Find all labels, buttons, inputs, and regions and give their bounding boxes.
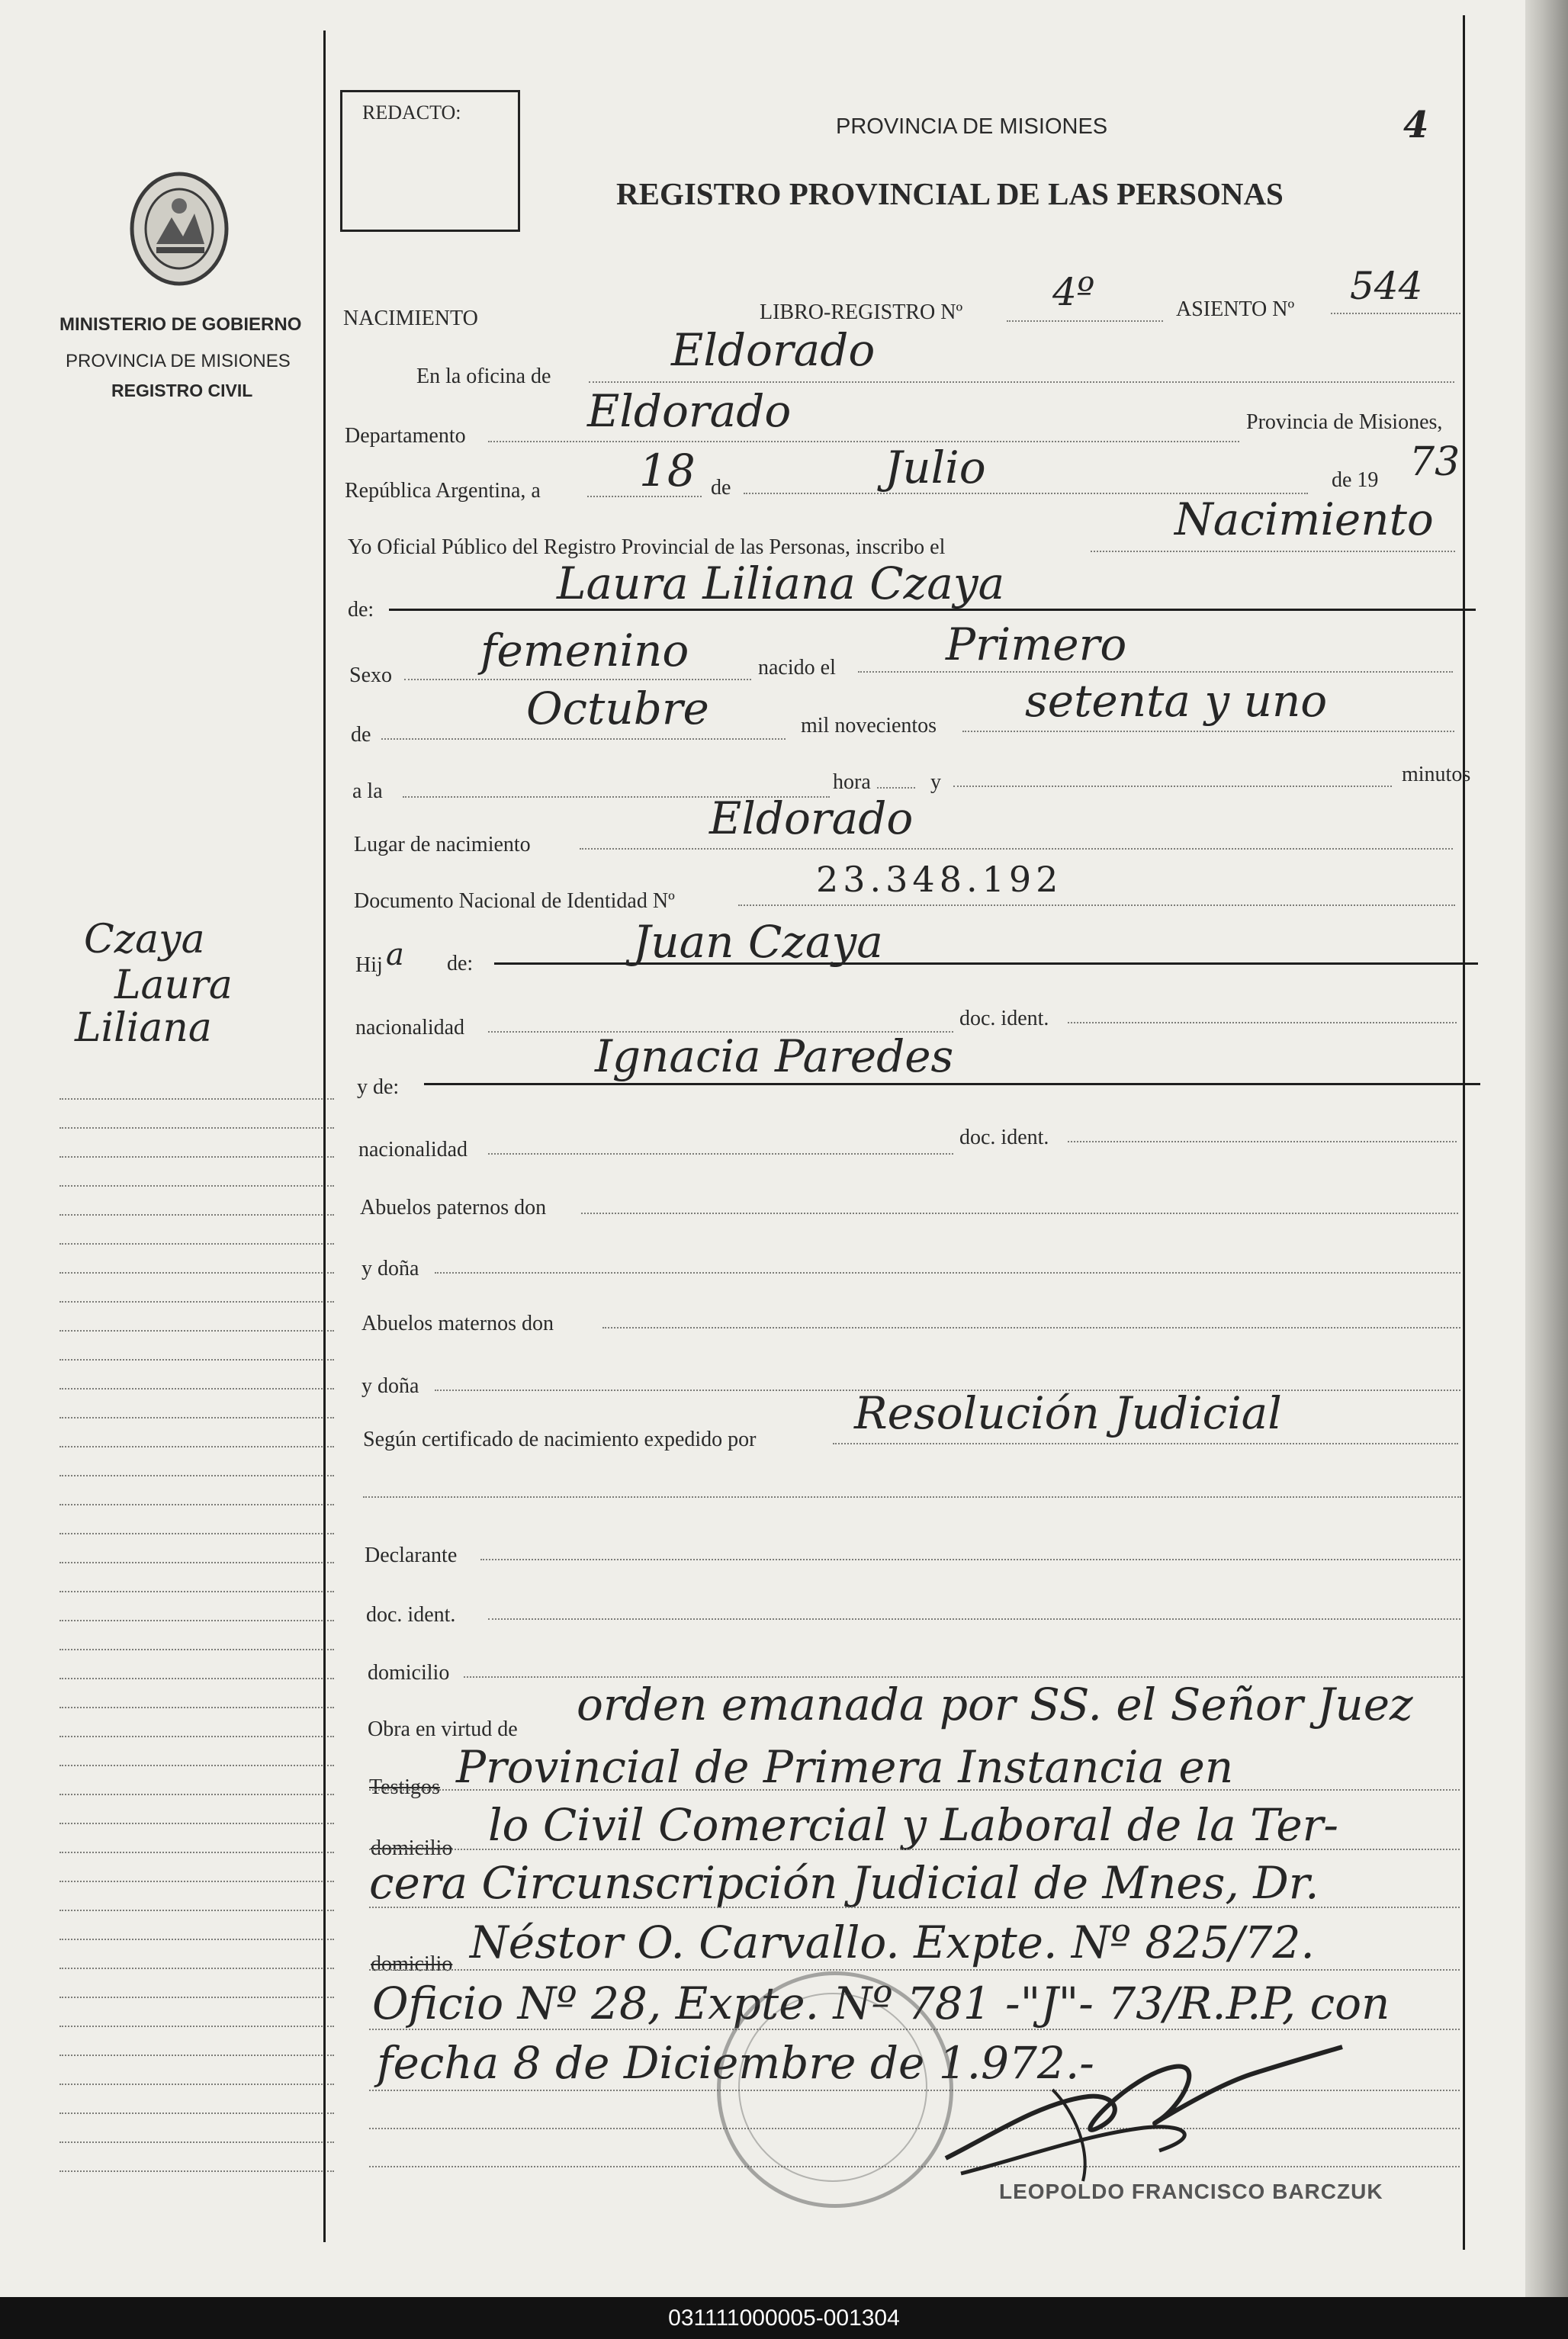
note-line-5: Néstor O. Carvallo. Expte. Nº 825/72.	[470, 1917, 1315, 1968]
left-margin-rule	[59, 1156, 334, 1158]
left-margin-rule	[59, 2141, 334, 2143]
left-margin-rule	[59, 2026, 334, 2027]
left-margin-rule	[59, 1330, 334, 1332]
ministry-province: PROVINCIA DE MISIONES	[66, 351, 291, 371]
certificado-value: Resolución Judicial	[854, 1387, 1282, 1439]
record-type-label: NACIMIENTO	[343, 307, 478, 330]
note-line-4: cera Circunscripción Judicial de Mnes, Dr.	[369, 1857, 1319, 1909]
left-margin-rule	[59, 1388, 334, 1390]
left-margin-rule	[59, 1417, 334, 1419]
left-margin-rule	[59, 1707, 334, 1708]
ministry-title: MINISTERIO DE GOBIERNO	[59, 314, 302, 335]
mother-value: Ignacia Paredes	[595, 1030, 954, 1082]
dni-label: Documento Nacional de Identidad Nº	[354, 889, 675, 913]
note-rule	[369, 1907, 1460, 1908]
left-margin-rule	[59, 1446, 334, 1447]
left-margin-rule	[59, 1214, 334, 1216]
note-line-2: Provincial de Primera Instancia en	[456, 1741, 1234, 1793]
birth-month-value: Octubre	[526, 683, 709, 734]
left-margin-rule	[59, 1301, 334, 1303]
left-margin-rule	[59, 1939, 334, 1940]
nacionalidad-2-label: nacionalidad	[358, 1138, 468, 1161]
birth-year-value: setenta y uno	[1025, 675, 1328, 727]
left-margin-rule	[59, 2084, 334, 2085]
de-name-label: de:	[348, 598, 374, 622]
left-margin-rule	[59, 1098, 334, 1100]
testigos-label: Testigos	[369, 1775, 440, 1799]
y-dona-materna-label: y doña	[361, 1374, 419, 1398]
dni-value: 23.348.192	[816, 859, 1063, 900]
note-rule	[369, 1849, 1460, 1850]
hij-de-label: de:	[447, 952, 474, 975]
left-margin-rule	[59, 1533, 334, 1534]
declarante-label: Declarante	[365, 1544, 458, 1567]
de-label: de	[711, 476, 731, 500]
father-value: Juan Czaya	[633, 916, 883, 968]
left-margin-rule	[59, 2055, 334, 2056]
domicilio-strike-1: domicilio	[371, 1836, 453, 1860]
provincial-crest-icon	[122, 168, 236, 290]
left-margin-rule	[59, 1185, 334, 1187]
margin-note-surname: Czaya	[84, 917, 205, 962]
sexo-label: Sexo	[349, 663, 392, 687]
note-rule	[369, 1789, 1460, 1791]
redacto-box	[340, 90, 520, 232]
archive-code-bar	[0, 2297, 1568, 2339]
mil-novecientos-label: mil novecientos	[801, 714, 937, 737]
obra-label: Obra en virtud de	[368, 1717, 518, 1741]
oficina-value: Eldorado	[671, 324, 876, 376]
registry-title: REGISTRO PROVINCIAL DE LAS PERSONAS	[616, 176, 1284, 211]
doc-ident-declarante-label: doc. ident.	[366, 1603, 456, 1627]
left-margin-rule	[59, 1591, 334, 1592]
left-margin-rule	[59, 1620, 334, 1621]
provincia-label: Provincia de Misiones,	[1246, 410, 1443, 434]
left-margin-rule	[59, 1968, 334, 1969]
domicilio-label: domicilio	[368, 1661, 450, 1685]
day-value: 18	[639, 445, 696, 496]
minutos-label: minutos	[1402, 763, 1471, 786]
doc-ident-2-label: doc. ident.	[959, 1126, 1049, 1149]
abuelos-maternos-label: Abuelos maternos don	[361, 1312, 554, 1335]
left-margin-rule	[59, 2170, 334, 2172]
libro-label: LIBRO-REGISTRO Nº	[760, 300, 963, 324]
province-header: PROVINCIA DE MISIONES	[836, 114, 1108, 139]
note-line-3: lo Civil Comercial y Laboral de la Ter-	[488, 1799, 1338, 1851]
republica-label: República Argentina, a	[345, 479, 541, 503]
y-de-label: y de:	[357, 1075, 400, 1099]
left-margin-rule	[59, 1910, 334, 1911]
nacido-label: nacido el	[758, 656, 836, 680]
departamento-value: Eldorado	[587, 385, 792, 437]
note-rule	[369, 1969, 1460, 1971]
y-label: y	[930, 770, 941, 794]
left-margin-rule	[59, 1794, 334, 1795]
left-margin-rule	[59, 1649, 334, 1650]
left-margin-rule	[59, 1765, 334, 1766]
abuelos-paternos-label: Abuelos paternos don	[360, 1196, 547, 1219]
lugar-value: Eldorado	[709, 792, 914, 844]
left-margin-rule	[59, 1736, 334, 1737]
sexo-value: femenino	[480, 625, 689, 676]
hij-label: Hij	[355, 953, 383, 977]
inscribo-value: Nacimiento	[1174, 493, 1434, 545]
left-margin-rule	[59, 1881, 334, 1882]
libro-value: 4º	[1052, 270, 1095, 314]
official-signature	[930, 2044, 1358, 2196]
oficina-label: En la oficina de	[416, 365, 551, 388]
left-margin-rule	[59, 1127, 334, 1129]
lugar-label: Lugar de nacimiento	[354, 833, 531, 856]
departamento-label: Departamento	[345, 424, 466, 448]
redacto-label: REDACTO:	[362, 101, 461, 124]
year-value: 73	[1409, 439, 1460, 485]
signature-name: LEOPOLDO FRANCISCO BARCZUK	[999, 2180, 1383, 2203]
left-margin-rule	[59, 2112, 334, 2114]
de-month-label: de	[351, 723, 371, 747]
official-seal-inner-ring	[738, 1993, 927, 2182]
year-prefix-label: de 19	[1332, 468, 1379, 492]
full-name-value: Laura Liliana Czaya	[557, 557, 1005, 609]
a-la-label: a la	[352, 779, 383, 803]
archive-code: 031111000005-001304	[668, 2305, 900, 2331]
asiento-label: ASIENTO Nº	[1176, 297, 1295, 321]
doc-ident-label: doc. ident.	[959, 1007, 1049, 1030]
note-line-6: Oficio Nº 28, Expte. Nº 781 -"J"- 73/R.P.P, con	[372, 1978, 1390, 2029]
page-number: 4	[1403, 104, 1429, 146]
hij-suffix: a	[386, 937, 404, 972]
left-margin-rule	[59, 1823, 334, 1824]
domicilio-strike-2: domicilio	[371, 1952, 453, 1976]
left-margin-rule	[59, 1504, 334, 1505]
nacionalidad-label: nacionalidad	[355, 1016, 465, 1039]
left-margin-rule	[59, 1562, 334, 1563]
left-margin-rule	[59, 1852, 334, 1853]
inscribo-label: Yo Oficial Público del Registro Provincial de las Personas, inscribo el	[348, 535, 946, 559]
left-margin-rule	[59, 1272, 334, 1274]
left-margin-rule	[59, 1243, 334, 1245]
right-border-line	[1463, 15, 1465, 2250]
hora-label: hora	[833, 770, 871, 794]
asiento-value: 544	[1350, 264, 1423, 308]
note-line-7: fecha 8 de Diciembre de 1.972.-	[377, 2037, 1094, 2089]
ministry-registry: REGISTRO CIVIL	[111, 381, 253, 400]
y-dona-paterna-label: y doña	[361, 1257, 419, 1280]
page-edge	[1525, 0, 1568, 2297]
nacido-value: Primero	[946, 618, 1127, 670]
margin-note-middle-name: Liliana	[75, 1005, 212, 1051]
left-margin-rule	[59, 1359, 334, 1361]
left-margin-rule	[59, 1997, 334, 1998]
left-margin-rule	[59, 1678, 334, 1679]
month-value: Julio	[885, 442, 986, 493]
certificado-label: Según certificado de nacimiento expedido por	[363, 1428, 757, 1451]
left-margin-rule	[59, 1475, 334, 1476]
note-line-1: orden emanada por SS. el Señor Juez	[577, 1679, 1413, 1730]
left-border-line	[323, 31, 326, 2242]
margin-note-name: Laura	[114, 962, 233, 1008]
